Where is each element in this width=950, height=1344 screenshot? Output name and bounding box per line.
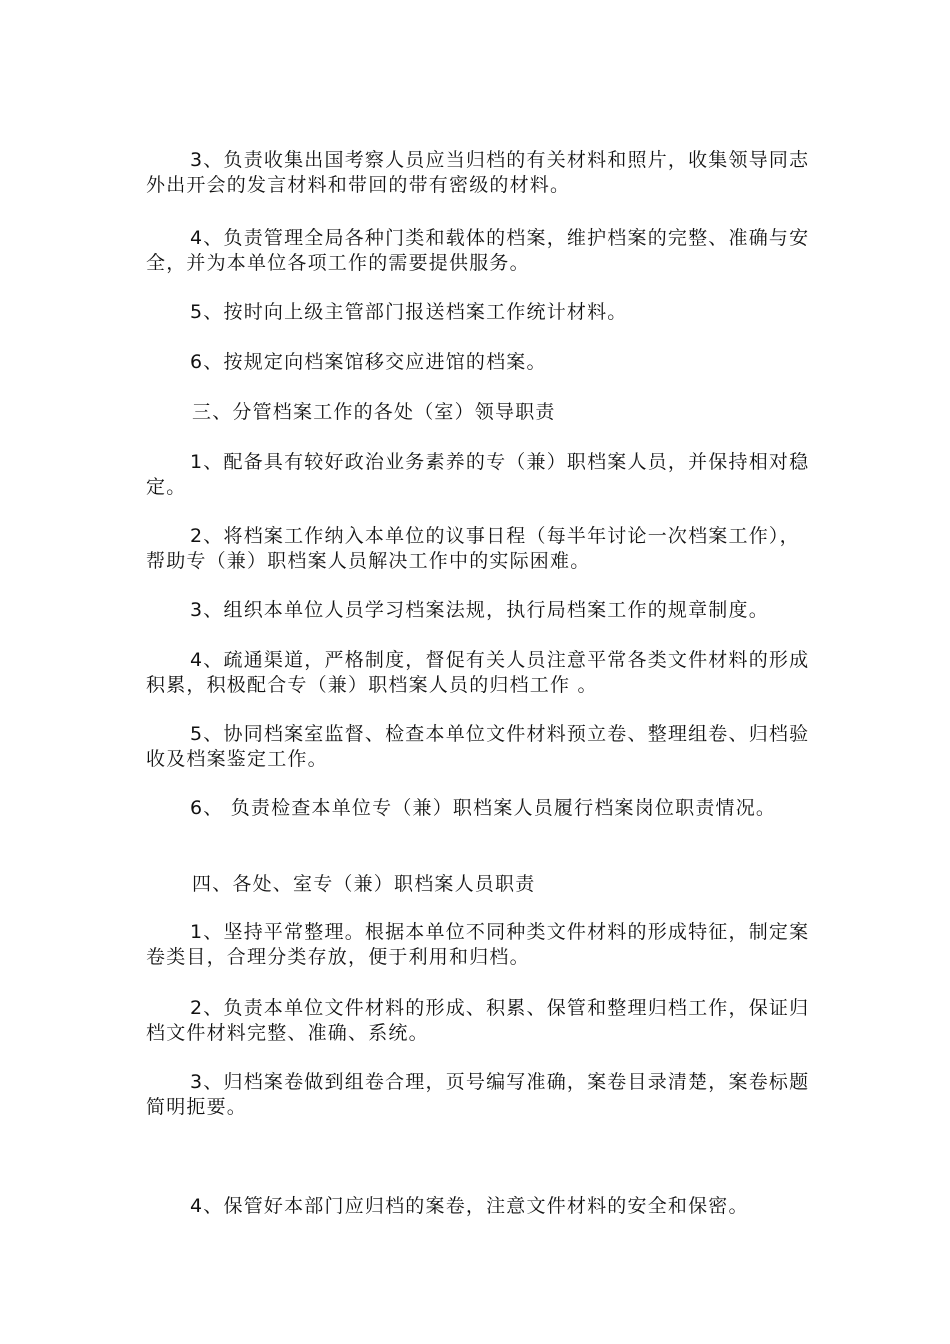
section-heading-3: 三、分管档案工作的各处（室）领导职责 <box>192 401 556 423</box>
paragraph-13: 3、归档案卷做到组卷合理，页号编写准确，案卷目录清楚，案卷标题简明扼要。 <box>146 1071 810 1118</box>
paragraph-6: 2、将档案工作纳入本单位的议事日程（每半年讨论一次档案工作），帮助专（兼）职档案人员解决工作中的实际困难。 <box>146 525 800 572</box>
paragraph-4: 6、按规定向档案馆移交应进馆的档案。 <box>190 351 547 373</box>
paragraph-14: 4、保管好本部门应归档的案卷，注意文件材料的安全和保密。 <box>190 1195 749 1217</box>
paragraph-8: 4、疏通渠道，严格制度，督促有关人员注意平常各类文件材料的形成积累，积极配合专（兼）职档案人员的归档工作 。 <box>146 649 810 696</box>
paragraph-2: 4、负责管理全局各种门类和载体的档案，维护档案的完整、准确与安全，并为本单位各项工作的需要提供服务。 <box>146 227 810 274</box>
paragraph-10: 6、 负责检查本单位专（兼）职档案人员履行档案岗位职责情况。 <box>190 797 777 819</box>
paragraph-1: 3、负责收集出国考察人员应当归档的有关材料和照片，收集领导同志外出开会的发言材料和带回的带有密级的材料。 <box>146 149 810 196</box>
paragraph-12: 2、负责本单位文件材料的形成、积累、保管和整理归档工作，保证归档文件材料完整、准确、系统。 <box>146 997 810 1044</box>
paragraph-9: 5、协同档案室监督、检查本单位文件材料预立卷、整理组卷、归档验收及档案鉴定工作。 <box>146 723 810 770</box>
paragraph-7: 3、组织本单位人员学习档案法规，执行局档案工作的规章制度。 <box>190 599 769 621</box>
paragraph-5: 1、配备具有较好政治业务素养的专（兼）职档案人员，并保持相对稳定。 <box>146 451 810 498</box>
paragraph-11: 1、坚持平常整理。根据本单位不同种类文件材料的形成特征，制定案卷类目，合理分类存放，便于利用和归档。 <box>146 921 810 968</box>
paragraph-3: 5、按时向上级主管部门报送档案工作统计材料。 <box>190 301 628 323</box>
section-heading-4: 四、各处、室专（兼）职档案人员职责 <box>192 873 536 895</box>
